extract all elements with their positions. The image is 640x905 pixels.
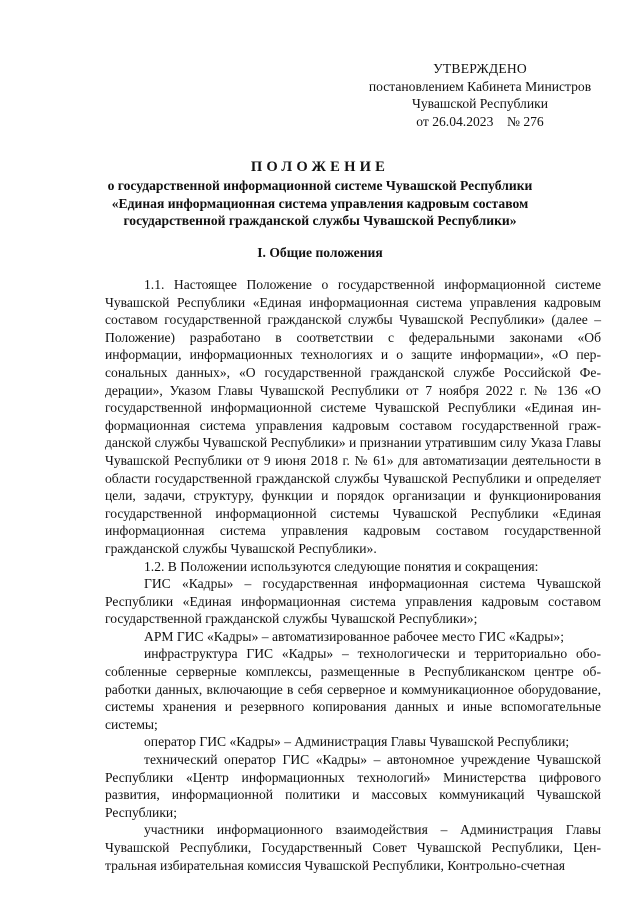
paragraph: АРМ ГИС «Кадры» – автоматизированное рабочее место ГИС «Кадры»; <box>144 628 564 644</box>
approval-line: Чувашской Республики <box>412 96 548 111</box>
paragraph: инфраструктура ГИС «Кадры» – технологически и территориально обособленные серверные комплексы, размещенные в Республиканском центре обработки данных, включающие в себя серверное и коммуникационное оборудование, системы хранения и резервного копирования данных и иные вспомогательные системы; <box>105 646 601 732</box>
paragraph: участники информационного взаимодействия – Администрация Главы Чувашской Республики, Государственный Совет Чувашской Республики, Центральная избирательная комиссия Чувашской Республики, Контрольно-счетная <box>105 822 601 873</box>
paragraph: ГИС «Кадры» – государственная информационная система Чувашской Республики «Единая информационная система управления кадровым составом государственной гражданской службы Чувашской Республики»; <box>105 576 601 627</box>
approval-date-number: от 26.04.2023 № 276 <box>416 113 544 129</box>
title-line: о государственной информационной системе Чувашской Республики <box>107 178 533 193</box>
title-word: ПОЛОЖЕНИЕ <box>250 159 390 175</box>
approval-heading: УТВЕРЖДЕНО <box>433 61 527 76</box>
approval-line: постановлением Кабинета Министров <box>368 78 592 94</box>
section-heading: I. Общие положения <box>257 245 383 260</box>
document-body <box>105 276 601 874</box>
paragraph: оператор ГИС «Кадры» – Администрация Главы Чувашской Республики; <box>144 734 570 750</box>
title-line: «Единая информационная система управления кадровым составом <box>111 195 529 211</box>
paragraph: технический оператор ГИС «Кадры» – автономное учреждение Чувашской Республики «Центр информационных технологий» Министерства цифрового развития, информационной политики и массовых коммуникаций Чувашской Республики; <box>105 752 601 820</box>
paragraph: 1.1. Настоящее Положение о государственной информационной системе Чувашской Республики «Единая информационная система управления кадровым составом государственной гражданской службы Чувашской Республики» (далее – Положение) разработано в соответствии с федеральными законами «Об информации, информационных технологиях и о защите информации», «О персональных данных», «О государственной гражданской службе Российской Федерации», Указом Главы Чувашской Республики от 7 ноября 2022 г. № 136 «О государственной информационной системе Чувашской Республики «Единая информационная система управления кадровым составом государственной гражданской службы Чувашской Республики» и признании утратившим силу Указа Главы Чувашской Республики от 9 июня 2018 г. № 61» для автоматизации деятельности в области государственной гражданской службы Чувашской Республики и определяет цели, задачи, структуру, функции и порядок организации и функционирования государственной информационной системы Чувашской Республики «Единая информационная система управления кадровым составом государственной гражданской службы Чувашской Республики». <box>105 277 601 556</box>
title-line: государственной гражданской службы Чувашской Республики» <box>123 213 517 228</box>
paragraph: 1.2. В Положении используются следующие понятия и сокращения: <box>144 558 539 574</box>
document-title <box>60 158 580 230</box>
approval-stamp <box>355 60 605 130</box>
